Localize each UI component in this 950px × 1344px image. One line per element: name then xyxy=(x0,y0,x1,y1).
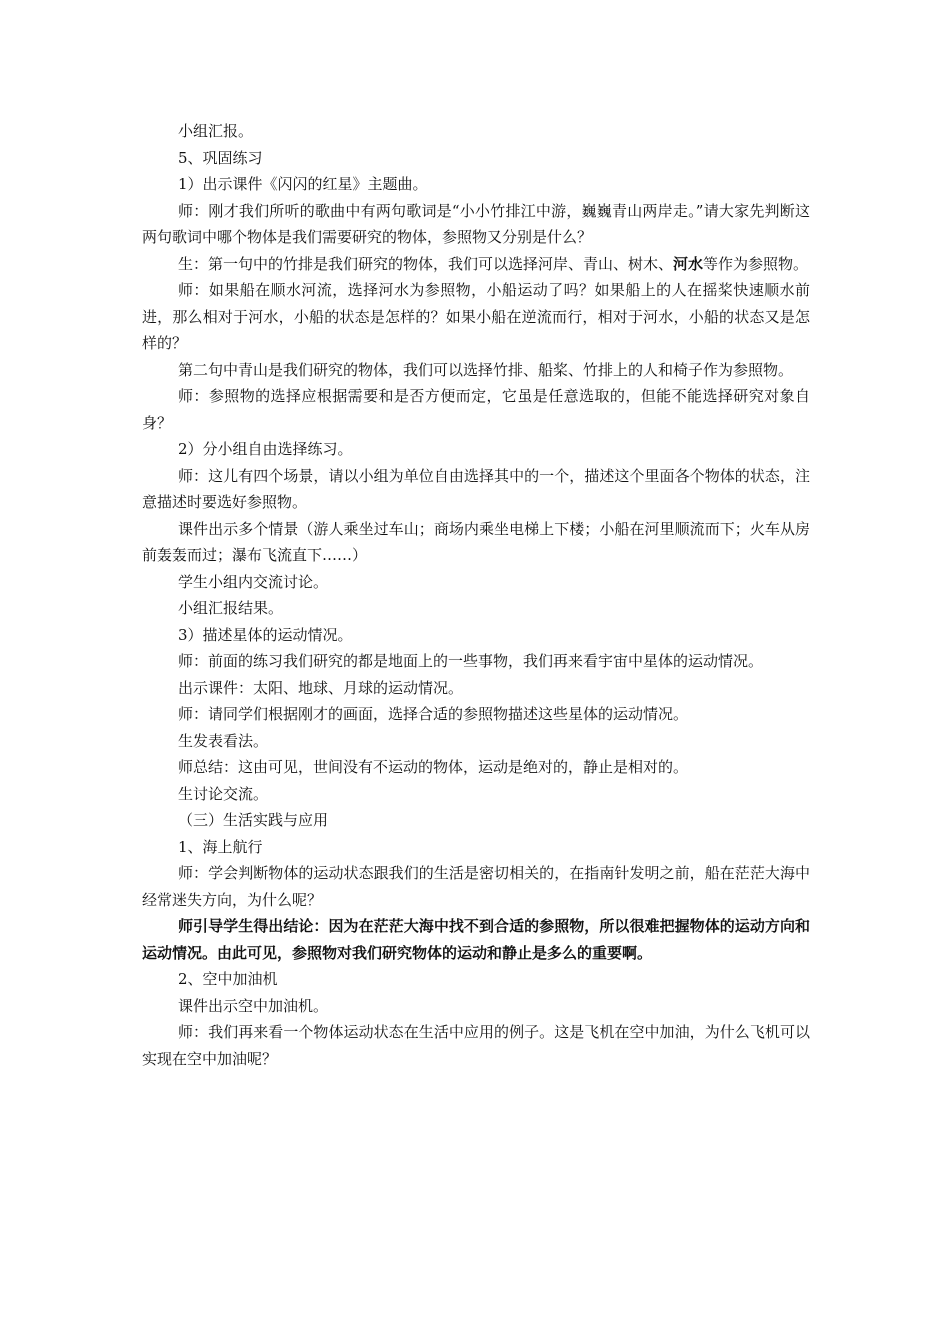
paragraph-text: 师：刚才我们所听的歌曲中有两句歌词是“小小竹排江中游，巍巍青山两岸走。”请大家先判断这两句歌词中哪个物体是我们需要研究的物体，参照物又分别是什么？ xyxy=(142,201,810,246)
subsection-heading xyxy=(142,966,810,993)
paragraph xyxy=(142,516,810,569)
paragraph-text: 师：我们再来看一个物体运动状态在生活中应用的例子。这是飞机在空中加油，为什么飞机可以实现在空中加油呢？ xyxy=(142,1023,810,1068)
paragraph xyxy=(142,648,810,675)
paragraph xyxy=(142,1019,810,1072)
paragraph-text: 5、巩固练习 xyxy=(178,148,263,167)
bold-term: 河水 xyxy=(673,254,704,273)
document-page xyxy=(142,118,810,1072)
paragraph-text: 师：前面的练习我们研究的都是地面上的一些事物，我们再来看宇宙中星体的运动情况。 xyxy=(178,652,764,670)
paragraph-text: 2、空中加油机 xyxy=(178,970,278,988)
bold-conclusion-paragraph xyxy=(142,913,810,966)
paragraph xyxy=(142,463,810,516)
paragraph xyxy=(142,251,810,278)
paragraph xyxy=(142,357,810,384)
paragraph xyxy=(142,728,810,755)
paragraph-text: 1）出示课件《闪闪的红星》主题曲。 xyxy=(178,175,428,193)
section-heading xyxy=(142,807,810,834)
paragraph xyxy=(142,277,810,357)
paragraph xyxy=(142,860,810,913)
paragraph-text: 1、海上航行 xyxy=(178,837,263,856)
paragraph-text: 学生小组内交流讨论。 xyxy=(178,572,329,591)
paragraph-text: 生发表看法。 xyxy=(178,731,269,750)
paragraph-text: 小组汇报。 xyxy=(178,122,254,140)
paragraph-text: 师：这儿有四个场景，请以小组为单位自由选择其中的一个，描述这个里面各个物体的状态，注意描述时要选好参照物。 xyxy=(142,466,810,511)
paragraph-text: 生讨论交流。 xyxy=(178,784,269,803)
paragraph-text: 师总结：这由可见，世间没有不运动的物体，运动是绝对的，静止是相对的。 xyxy=(178,758,689,776)
paragraph-text: 3）描述星体的运动情况。 xyxy=(178,625,353,644)
paragraph xyxy=(142,436,810,463)
paragraph xyxy=(142,118,810,145)
paragraph xyxy=(142,754,810,781)
paragraph-text: 生：第一句中的竹排是我们研究的物体，我们可以选择河岸、青山、树木、 xyxy=(178,254,674,273)
paragraph xyxy=(142,595,810,622)
paragraph-text: 课件出示多个情景（游人乘坐过车山；商场内乘坐电梯上下楼；小船在河里顺流而下；火车从房前轰轰而过；瀑布飞流直下……） xyxy=(142,519,810,564)
paragraph-text: 2）分小组自由选择练习。 xyxy=(178,440,353,458)
paragraph-text: 师：学会判断物体的运动状态跟我们的生活是密切相关的，在指南针发明之前，船在茫茫大海中经常迷失方向，为什么呢？ xyxy=(142,864,810,909)
subsection-heading xyxy=(142,834,810,861)
paragraph xyxy=(142,622,810,649)
paragraph-text: 课件出示空中加油机。 xyxy=(178,996,329,1015)
paragraph-text: 等作为参照物。 xyxy=(703,254,809,273)
paragraph-text: 小组汇报结果。 xyxy=(178,599,284,617)
section-heading xyxy=(142,145,810,172)
paragraph xyxy=(142,781,810,808)
paragraph-text: 出示课件：太阳、地球、月球的运动情况。 xyxy=(178,678,464,697)
paragraph-text: 师：参照物的选择应根据需要和是否方便而定，它虽是任意选取的，但能不能选择研究对象自身？ xyxy=(142,387,810,432)
paragraph xyxy=(142,993,810,1020)
paragraph xyxy=(142,701,810,728)
paragraph-text: 师：如果船在顺水河流，选择河水为参照物，小船运动了吗？如果船上的人在摇桨快速顺水前进，那么相对于河水，小船的状态是怎样的？如果小船在逆流而行，相对于河水，小船的状态又是怎样的？ xyxy=(142,281,810,352)
paragraph-text: 第二句中青山是我们研究的物体，我们可以选择竹排、船桨、竹排上的人和椅子作为参照物。 xyxy=(178,360,794,379)
paragraph xyxy=(142,171,810,198)
paragraph xyxy=(142,383,810,436)
paragraph xyxy=(142,198,810,251)
paragraph xyxy=(142,675,810,702)
paragraph xyxy=(142,569,810,596)
paragraph-text: 师：请同学们根据刚才的画面，选择合适的参照物描述这些星体的运动情况。 xyxy=(178,705,689,723)
paragraph-text: （三）生活实践与应用 xyxy=(178,811,329,829)
paragraph-text: 师引导学生得出结论：因为在茫茫大海中找不到合适的参照物，所以很难把握物体的运动方向和运动情况。由此可见，参照物对我们研究物体的运动和静止是多么的重要啊。 xyxy=(142,917,810,962)
